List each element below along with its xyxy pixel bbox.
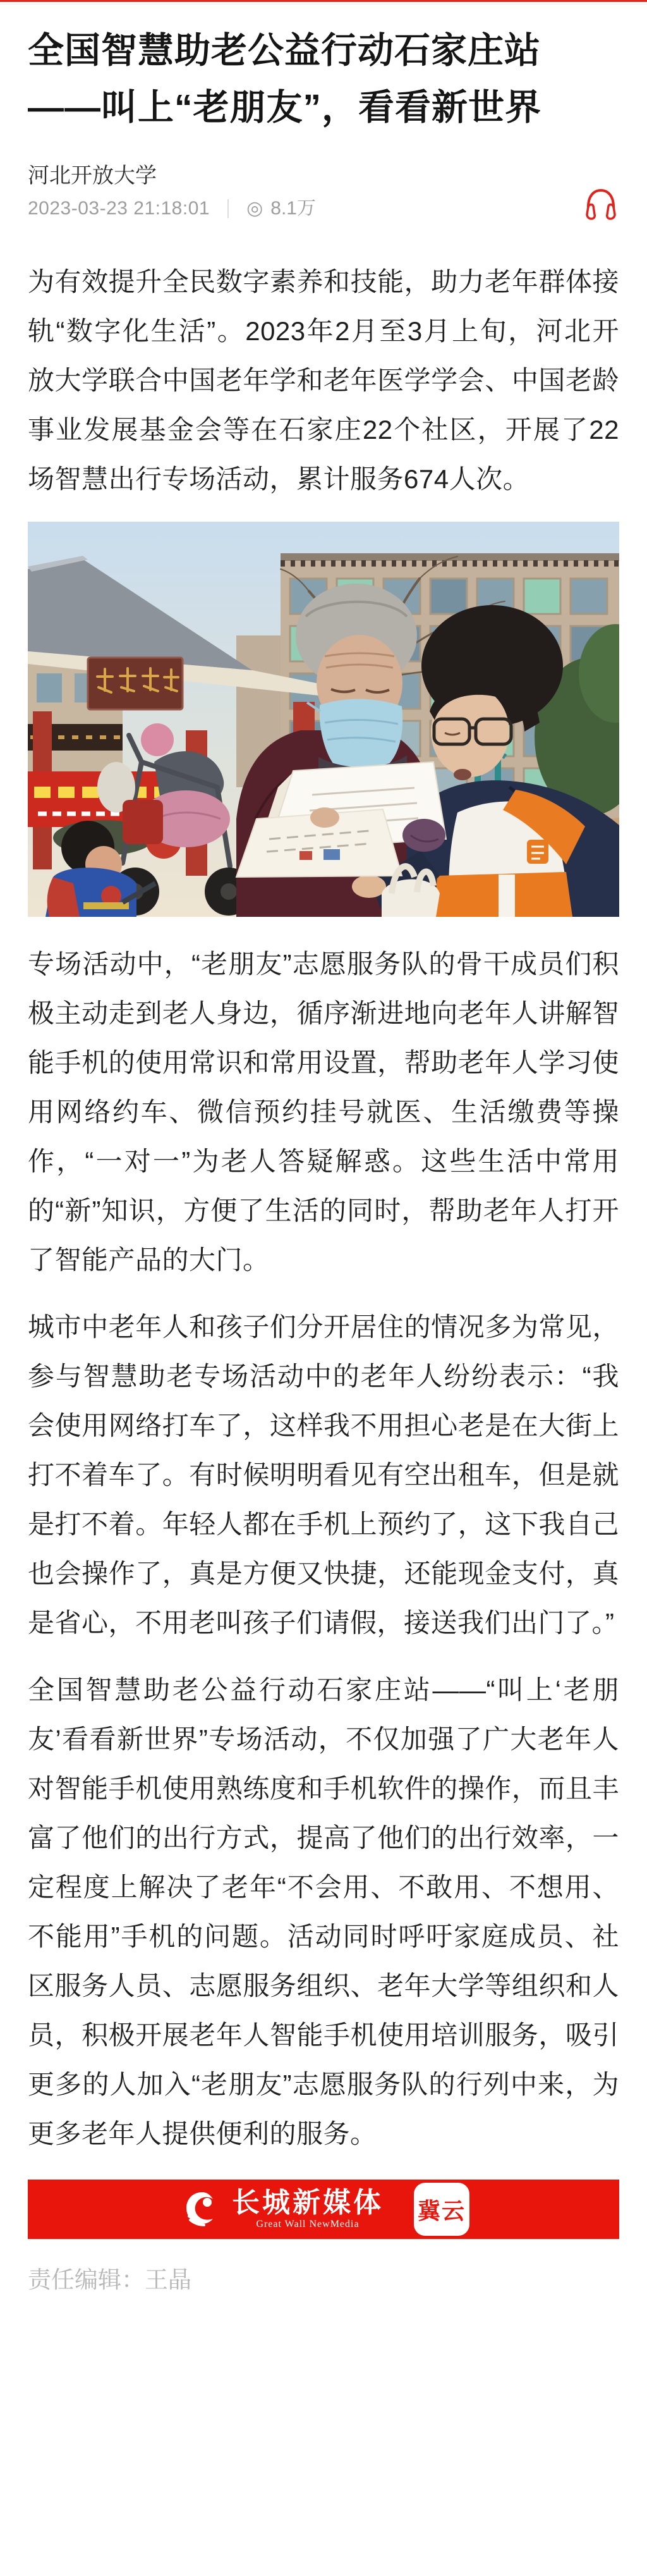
headphones-icon <box>584 214 618 224</box>
author-name: 河北开放大学 <box>28 164 157 188</box>
paragraph-4: 全国智慧助老公益行动石家庄站——“叫上‘老朋友’看看新世界”专场活动，不仅加强了广大老年人对智能手机使用熟练度和手机软件的操作，而且丰富了他们的出行方式，提高了他们的出行效率，一定程度上解决了老年“不会用、不敢用、不想用、不能用”手机的问题。活动同时呼吁家庭成员、社区服务人员、志愿服务组织、老年大学等组织和人员，积极开展老年人智能手机使用培训服务，吸引更多的人加入“老朋友”志愿服务队的行列中来，为更多老年人提供便利的服务。 <box>28 1675 619 2149</box>
brand-name-en: Great Wall NewMedia <box>256 2219 360 2229</box>
editor-credit: 责任编辑：王晶 <box>28 2267 191 2293</box>
meta-row <box>28 194 619 223</box>
greatwall-brand[interactable] <box>181 2188 384 2231</box>
top-accent-bar <box>0 0 647 2</box>
media-brand-banner[interactable] <box>28 2180 619 2239</box>
jiyun-badge-text: 冀云 <box>417 2197 466 2224</box>
brand-name-cn: 长城新媒体 <box>232 2187 384 2218</box>
article-body <box>0 257 647 2159</box>
paragraph-3: 城市中老年人和孩子们分开居住的情况多为常见，参与智慧助老专场活动中的老年人纷纷表示：“我会使用网络打车了，这样我不用担心老是在大街上打不着车了。有时候明明看见有空出租车，但是就是打不着。年轻人都在手机上预约了，这下我自己也会操作了，真是方便又快捷，还能现金支付，真是省心，不用老叫孩子们请假，接送我们出门了。” <box>28 1312 619 1638</box>
meta-divider <box>227 199 229 218</box>
views-eye-icon: ◎ <box>246 198 263 219</box>
title-line-1: 全国智慧助老公益行动石家庄站 <box>28 30 541 71</box>
publish-time: 2023-03-23 21:18:01 <box>28 198 210 219</box>
page-title <box>28 22 619 136</box>
views-count: 8.1万 <box>270 198 316 219</box>
title-line-2: ——叫上“老朋友”，看看新世界 <box>28 87 541 128</box>
paragraph-2: 专场活动中，“老朋友”志愿服务队的骨干成员们积极主动走到老人身边，循序渐进地向老年人讲解智能手机的使用常识和常用设置，帮助老年人学习使用网络约车、微信预约挂号就医、生活缴费等操作，“一对一”为老人答疑解惑。这些生活中常用的“新”知识，方便了生活的同时，帮助老年人打开了智能产品的大门。 <box>28 949 619 1275</box>
article-header <box>0 22 647 223</box>
article-photo[interactable] <box>28 522 619 917</box>
jiyun-app-badge[interactable] <box>414 2183 469 2236</box>
footer-banner-wrap <box>0 2180 647 2239</box>
greatwall-logo-icon <box>181 2188 223 2230</box>
greatwall-brand-text <box>232 2188 384 2231</box>
paragraph-1: 为有效提升全民数字素养和技能，助力老年群体接轨“数字化生活”。2023年2月至3月上旬，河北开放大学联合中国老年学和老年医学学会、中国老龄事业发展基金会等在石家庄22个社区，开展了22场智慧出行专场活动，累计服务674人次。 <box>28 267 619 494</box>
listen-audio-button[interactable] <box>584 185 618 222</box>
